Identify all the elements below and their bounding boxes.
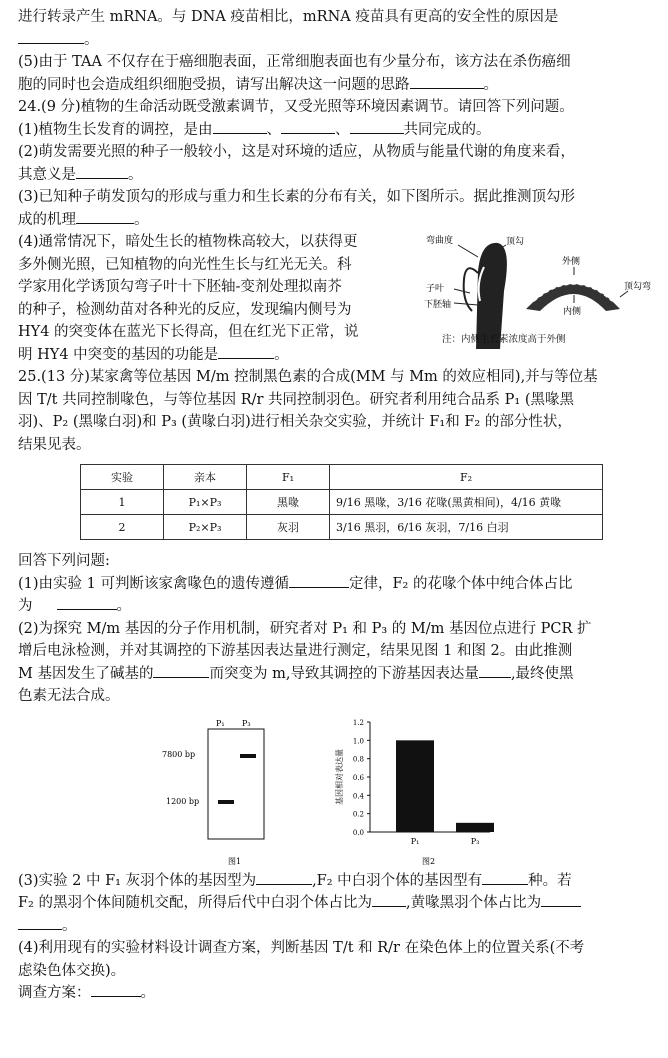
hook-diagram [406,231,656,366]
answer-blank[interactable] [76,164,128,179]
answer-blank[interactable] [18,915,62,930]
table-header: F₁ [247,465,330,490]
table-cell: 2 [81,515,164,540]
answer-blank[interactable] [91,982,141,997]
label-hypocotyl: 下胚轴 [424,300,452,310]
y-axis-label: 基因相对表达量 [335,748,344,805]
answer-blank[interactable] [482,870,528,885]
text-line: (1)植物生长发育的调控，是由 、 、 共同完成的。 [18,119,658,142]
table-cell: 9/16 黑喙，3/16 花喙(黑黄相间)，4/16 黄喙 [330,490,603,515]
figure-1-caption: 图1 [228,856,242,866]
bar [396,740,434,832]
gel-lane-label: P₃ [242,718,251,728]
text-line: 明 HY4 中突变的基因的功能是 。 [18,344,406,367]
label-hook: 顶勾 [506,237,525,247]
x-tick-label: P₁ [410,836,420,846]
text-line: (4)利用现有的实验材料设计调查方案，判断基因 T/t 和 R/r 在染色体上的位置关系(不考 [18,940,585,956]
bar-chart [334,719,494,866]
figures-row [18,714,658,870]
y-tick-label: 1.0 [352,736,364,745]
table-row [81,515,603,540]
label-hook-bend: 顶勾弯 [624,282,652,292]
text-line: 。 [18,29,658,52]
text-line: 回答下列问题: [18,553,110,569]
gel-band-p3 [240,754,256,758]
apical-hook-figure [406,231,656,366]
answer-blank[interactable] [372,892,406,907]
text-line: 进行转录产生 mRNA。与 DNA 疫苗相比，mRNA 疫苗具有更高的安全性的原因是 [18,9,559,25]
label-bending: 弯曲度 [426,236,454,246]
text-line: 。 [18,915,658,938]
answer-blank[interactable] [541,892,581,907]
text-line: 因 T/t 共同控制喙色，与等位基因 R/r 共同控制羽色。研究者利用纯合品系 P₁ (黑喙黑 [18,391,574,408]
figure-note: 注：内侧生长素浓度高于外侧 [442,334,566,345]
answer-blank[interactable] [18,29,84,44]
text-line: M 基因发生了碱基的 而突变为 m,导致其调控的下游基因表达量 ,最终使黑 [18,663,658,686]
table-header: 实验 [81,465,164,490]
text-line: 结果见表。 [18,436,91,453]
text-line: 增后电泳检测，并对其调控的下游基因表达量进行测定，结果见图 1 和图 2。由此推测 [18,643,573,659]
text-line: 成的机理 。 [18,209,658,232]
text-line: 多外侧光照，已知植物的向光性生长与红光无关。科 [18,256,352,273]
text-line: (2)萌发需要光照的种子一般较小，这是对环境的适应，从物质与能量代谢的角度来看， [18,144,576,160]
text-line: F₂ 的黑羽个体间随机交配，所得后代中白羽个体占比为 ,黄喙黑羽个体占比为 [18,892,658,915]
answer-blank[interactable] [256,870,312,885]
text-line: (3)实验 2 中 F₁ 灰羽个体的基因型为 ,F₂ 中白羽个体的基因型有 种。若 [18,870,658,893]
label-inner: 内侧 [563,307,582,317]
results-table [80,464,603,540]
answer-blank[interactable] [281,119,335,134]
gel-band-p1 [218,800,234,804]
bar [456,822,494,831]
text-line: 为 。 [18,595,658,618]
table-cell: 灰羽 [247,515,330,540]
table-row [81,490,603,515]
text-line: (3)已知种子萌发顶勾的形成与重力和生长素的分布有关，如下图所示。据此推测顶勾形 [18,189,576,205]
text-line: 色素无法合成。 [18,688,120,704]
table-header-row [81,465,603,490]
text-line: (2)为探究 M/m 基因的分子作用机制，研究者对 P₁ 和 P₃ 的 M/m 基因位点进行 PCR 扩 [18,620,592,637]
y-tick-label: 0.0 [352,828,364,837]
answer-blank[interactable] [350,119,404,134]
text-line: 其意义是 。 [18,164,658,187]
table-cell: 黑喙 [247,490,330,515]
table-cell: P₂×P₃ [164,515,247,540]
text-line: 调查方案： 。 [18,982,658,1005]
gel-frame [208,729,264,839]
text-line: 学家用化学诱顶勾弯子叶十下胚轴-变剂处理拟南芥 [18,279,342,295]
label-outer: 外侧 [562,257,581,267]
text-line: 羽)、P₂ (黑喙白羽)和 P₃ (黄喙白羽)进行相关杂交实验，并统计 F₁和 F₂ 的部分性状， [18,414,572,430]
answer-blank[interactable] [479,663,511,678]
text-line: HY4 的突变体在蓝光下长得高，但在红光下正常，说 [18,324,359,340]
y-tick-label: 0.2 [352,810,364,819]
x-tick-label: P₃ [470,836,480,846]
marker-label: 7800 bp [162,749,196,759]
table-header: F₂ [330,465,603,490]
answer-blank[interactable] [410,74,484,89]
text-line: (4)通常情况下，暗处生长的植物株高较大，以获得更 [18,234,358,250]
answer-blank[interactable] [213,119,267,134]
text-line: 虑染色体交换)。 [18,962,126,979]
y-tick-label: 0.4 [352,791,364,800]
gel-and-chart [18,714,658,870]
answer-blank[interactable] [218,344,274,359]
exam-page [18,6,658,1005]
text-line: 的种子，检测幼苗对各种光的反应，发现编内侧号为 [18,301,352,318]
answer-blank[interactable] [153,663,209,678]
table-cell: 3/16 黑羽，6/16 灰羽，7/16 白羽 [330,515,603,540]
q24-4-block [18,231,658,366]
question-25-heading: 25.(13 分)某家禽等位基因 M/m 控制黑色素的合成(MM 与 Mm 的效应相同),并与等位基 [18,369,598,385]
text-line: 胞的同时也会造成组织细胞受损，请写出解决这一问题的思路 。 [18,74,658,97]
text-line: (1)由实验 1 可判断该家禽喙色的遗传遵循 定律，F₂ 的花喙个体中纯合体占比 [18,573,658,596]
table-header: 亲本 [164,465,247,490]
question-24-heading: 24.(9 分)植物的生命活动既受激素调节，又受光照等环境因素调节。请回答下列问题。 [18,99,574,115]
table-cell: P₁×P₃ [164,490,247,515]
text-line: (5)由于 TAA 不仅存在于癌细胞表面，正常细胞表面也有少量分布，该方法在杀伤癌细 [18,54,571,70]
answer-blank[interactable] [76,209,134,224]
marker-label: 1200 bp [166,796,200,806]
label-cotyledon: 子叶 [426,284,445,294]
y-tick-label: 1.2 [352,718,364,727]
answer-blank[interactable] [57,595,117,610]
figure-2-caption: 图2 [422,856,436,866]
gel-lane-label: P₁ [216,718,225,728]
y-tick-label: 0.6 [352,773,364,782]
answer-blank[interactable] [289,573,349,588]
y-tick-label: 0.8 [352,755,364,764]
table-cell: 1 [81,490,164,515]
